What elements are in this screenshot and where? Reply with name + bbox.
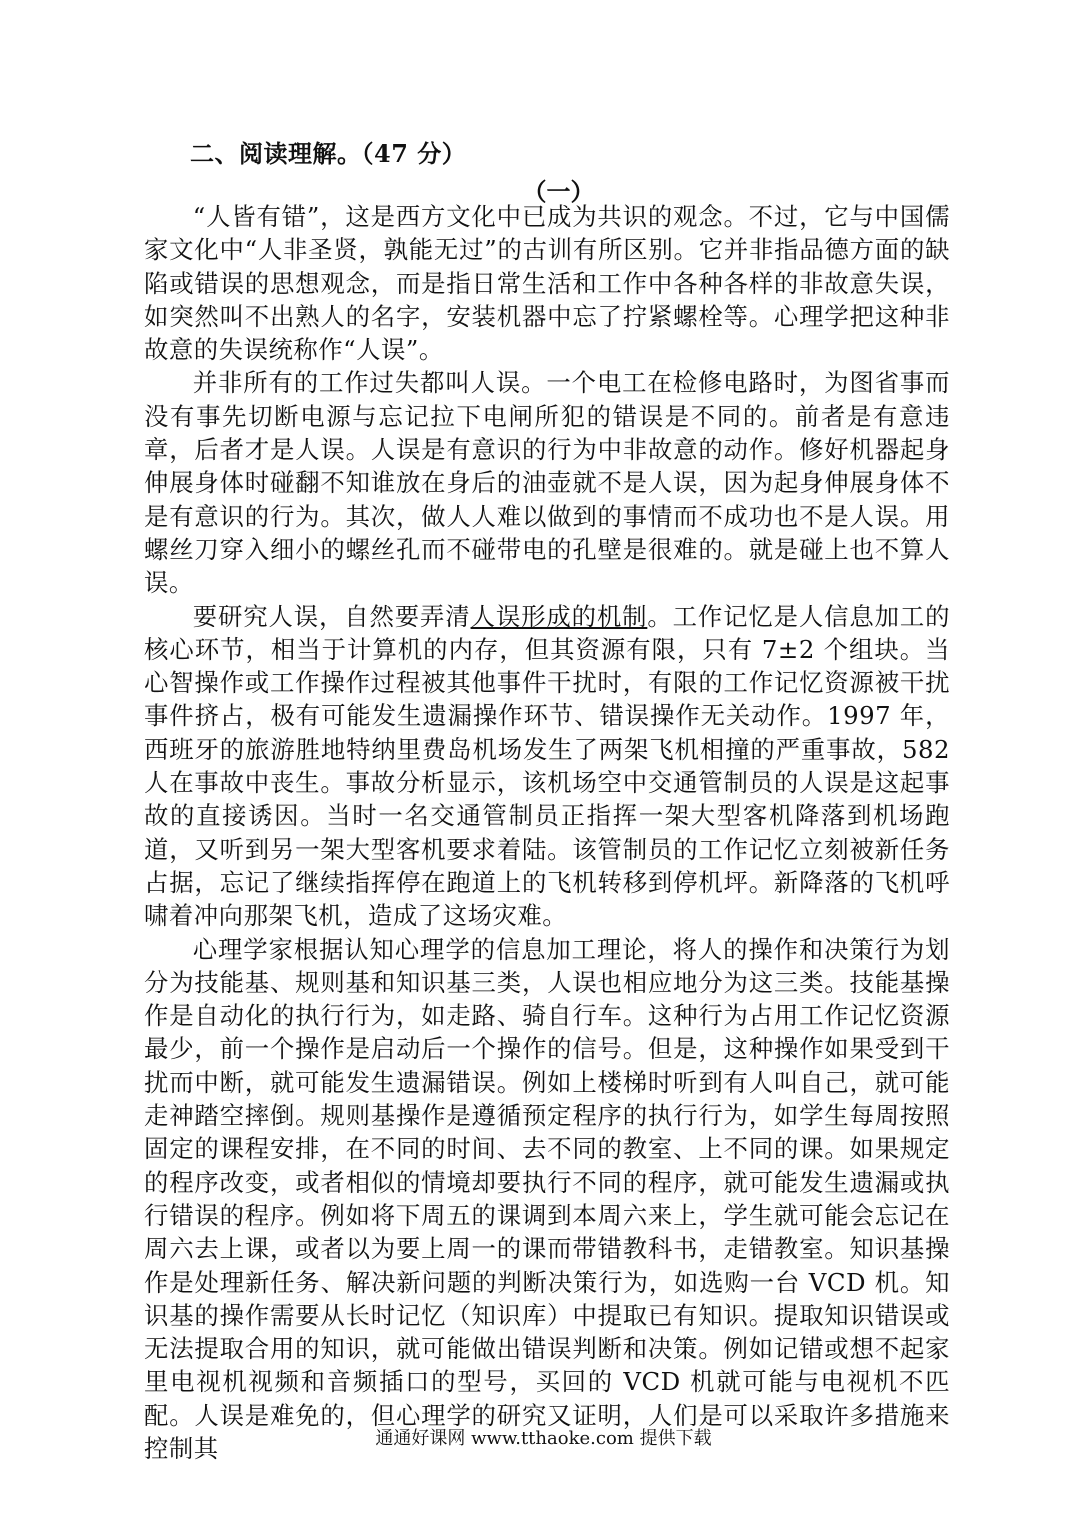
page-footer: 通通好课网 www.tthaoke.com 提供下载 <box>375 1428 712 1449</box>
paragraph-3 <box>144 600 950 933</box>
paragraph-1: “人皆有错”，这是西方文化中已成为共识的观念。不过，它与中国儒家文化中“人非圣贤，孰能无过”的古训有所区别。它并非指品德方面的缺陷或错误的思想观念，而是指日常生活和工作中各种各样的非故意失误，如突然叫不出熟人的名字，安装机器中忘了拧紧螺栓等。心理学把这种非故意的失误统称作“人误”。 <box>144 202 950 365</box>
reading-passage <box>144 200 950 1465</box>
paragraph-3-lead: 要研究人误，自然要弄清 <box>192 601 471 631</box>
paragraph-4: 心理学家根据认知心理学的信息加工理论，将人的操作和决策行为划分为技能基、规则基和知识基三类，人误也相应地分为这三类。技能基操作是自动化的执行行为，如走路、骑自行车。这种行为占用工作记忆资源最少，前一个操作是启动后一个操作的信号。但是，这种操作如果受到干扰而中断，就可能发生遗漏错误。例如上楼梯时听到有人叫自己，就可能走神踏空摔倒。规则基操作是遵循预定程序的执行行为，如学生每周按照固定的课程安排，在不同的时间、去不同的教室、上不同的课。如果规定的程序改变，或者相似的情境却要执行不同的程序，就可能发生遗漏或执行错误的程序。例如将下周五的课调到本周六来上，学生就可能会忘记在周六去上课，或者以为要上周一的课而带错教科书，走错教室。知识基操作是处理新任务、解决新问题的判断决策行为，如选购一台 VCD 机。知识基的操作需要从长时记忆（知识库）中提取已有知识。提取知识错误或无法提取合用的知识，就可能做出错误判断和决策。例如记错或想不起家里电视机视频和音频插口的型号，买回的 VCD 机就可能与电视机不匹配。人误是难免的，但心理学的研究又证明，人们是可以采取许多措施来控制其 <box>144 934 950 1463</box>
paragraph-3-rest: 。工作记忆是人信息加工的核心环节，相当于计算机的内存，但其资源有限，只有 7±2 个组块。当心智操作或工作操作过程被其他事件干扰时，有限的工作记忆资源被干扰事件挤占，极有可能发生遗漏操作环节、错误操作无关动作。1997 年，西班牙的旅游胜地特纳里费岛机场发生了两架飞机相撞的严重事故，582 人在事故中丧生。事故分析显示，该机场空中交通管制员的人误是这起事故的直接诱因。当时一名交通管制员正指挥一架大型客机降落到机场跑道，又听到另一架大型客机要求着陆。该管制员的工作记忆立刻被新任务占据，忘记了继续指挥停在跑道上的飞机转移到停机坪。新降落的飞机呼啸着冲向那架飞机，造成了这场灾难。 <box>144 601 950 931</box>
paragraph-2: 并非所有的工作过失都叫人误。一个电工在检修电路时，为图省事而没有事先切断电源与忘记拉下电闸所犯的错误是不同的。前者是有意违章，后者才是人误。人误是有意识的行为中非故意的动作。修好机器起身伸展身体时碰翻不知谁放在身后的油壶就不是人误，因为起身伸展身体不是有意识的行为。其次，做人人难以做到的事情而不成功也不是人误。用螺丝刀穿入细小的螺丝孔而不碰带电的孔壁是很难的。就是碰上也不算人误。 <box>144 368 950 598</box>
underlined-phrase: 人误形成的机制 <box>470 601 648 631</box>
part-title: （一） <box>522 177 595 206</box>
section-heading: 二、阅读理解。（47 分） <box>190 139 467 168</box>
